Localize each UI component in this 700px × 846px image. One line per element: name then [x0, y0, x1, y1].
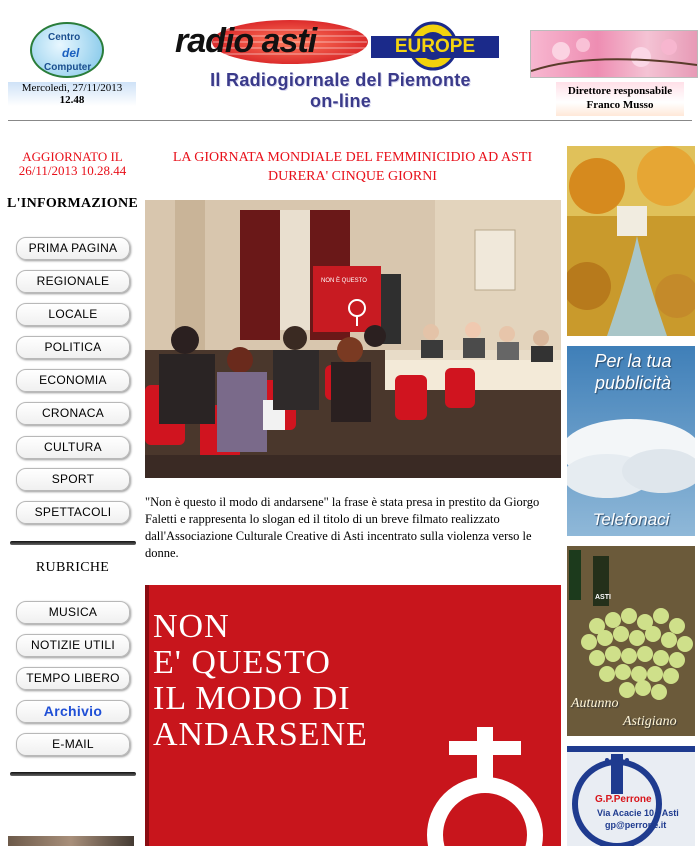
- advertising-contact-ad[interactable]: [567, 346, 695, 536]
- nav-sport[interactable]: SPORT: [16, 468, 130, 491]
- nav-spettacoli[interactable]: SPETTACOLI: [16, 501, 130, 524]
- header-divider: [8, 120, 692, 121]
- poster-line4: ANDARSENE: [153, 716, 368, 753]
- updated-label: AGGIORNATO IL: [22, 149, 123, 164]
- poster-text: [153, 609, 368, 753]
- headline-line2: DURERA' CINQUE GIORNI: [268, 169, 437, 184]
- nav-tempo-libero[interactable]: TEMPO LIBERO: [16, 667, 130, 690]
- nav-musica[interactable]: MUSICA: [16, 601, 130, 624]
- conference-photo: [145, 200, 561, 478]
- ad3-line1: Autunno: [571, 696, 619, 711]
- ad2-text: [573, 350, 693, 394]
- ad2-line3: Telefonaci: [592, 510, 670, 529]
- campaign-poster-photo: [145, 585, 561, 846]
- logo-text-centro: Centro: [48, 32, 81, 43]
- ad4-email: gp@perrone.it: [605, 820, 667, 830]
- current-time: 12.48: [59, 94, 85, 106]
- rubriche-heading: RUBRICHE: [35, 560, 110, 575]
- ad3-bottle-label: ASTI: [595, 594, 611, 601]
- current-date: Mercoledì, 27/11/2013: [21, 82, 123, 94]
- radio-asti-wordmark: radio asti: [175, 22, 317, 60]
- nav-archivio[interactable]: Archivio: [16, 700, 130, 723]
- logo-text-computer: Computer: [44, 62, 92, 73]
- centro-del-computer-logo[interactable]: [30, 22, 104, 78]
- nav-regionale[interactable]: REGIONALE: [16, 270, 130, 293]
- nav-politica[interactable]: POLITICA: [16, 336, 130, 359]
- autumn-painting-ad[interactable]: [567, 146, 695, 336]
- autunno-astigiano-ad[interactable]: [567, 546, 695, 736]
- sidebar-divider: [10, 541, 136, 545]
- site-tagline: [178, 70, 503, 112]
- sidebar-thumbnail-image[interactable]: [8, 836, 134, 846]
- europe-wordmark: EUROPE: [371, 36, 499, 58]
- nav-notizie-utili[interactable]: NOTIZIE UTILI: [16, 634, 130, 657]
- radio-asti-europe-logo[interactable]: [175, 18, 505, 72]
- updated-date: 26/11/2013 10.28.44: [18, 163, 127, 178]
- screen-title-text: NON È QUESTO: [321, 278, 367, 284]
- gp-perrone-ad[interactable]: [567, 746, 695, 846]
- logo-text-del: del: [62, 46, 80, 60]
- nav-cultura[interactable]: CULTURA: [16, 436, 130, 459]
- autumn-painting-graphic: [567, 146, 695, 336]
- blossom-icon: [531, 31, 697, 77]
- nav-prima-pagina[interactable]: PRIMA PAGINA: [16, 237, 130, 260]
- ad4-address: Via Acacie 10 - Asti: [597, 808, 679, 818]
- nav-locale[interactable]: LOCALE: [16, 303, 130, 326]
- nav-economia[interactable]: ECONOMIA: [16, 369, 130, 392]
- director-box: [556, 82, 684, 116]
- poster-line2: E' QUESTO: [153, 644, 331, 681]
- sidebar-divider-2: [10, 772, 136, 776]
- informazione-heading: L'INFORMAZIONE: [7, 196, 138, 211]
- article-body: "Non è questo il modo di andarsene" la frase è stata presa in prestito da Giorgo Faletti e rappresenta lo slogan ed il titolo di un breve filmato realizzato dall'Associazione Culturale Creative di Asti incentrato sulla violenza verso le donne.: [145, 495, 540, 560]
- nav-cronaca[interactable]: CRONACA: [16, 402, 130, 425]
- conference-photo-graphic: [145, 200, 561, 478]
- flowers-banner-image: [530, 30, 698, 78]
- ad2-line2: pubblicità: [594, 373, 672, 393]
- nav-e-mail[interactable]: E-MAIL: [16, 733, 130, 756]
- poster-line3: IL MODO DI: [153, 680, 351, 717]
- tagline-line2: on-line: [309, 91, 372, 111]
- headline-line1: LA GIORNATA MONDIALE DEL FEMMINICIDIO AD ASTI: [172, 150, 533, 165]
- tagline-line1: Il Radiogiornale del Piemonte: [210, 70, 471, 90]
- last-updated: [5, 150, 140, 178]
- ad3-line2: Astigiano: [623, 714, 677, 729]
- article-headline[interactable]: [145, 148, 560, 186]
- director-name: Franco Musso: [586, 99, 654, 111]
- ad4-name: G.P.Perrone: [595, 794, 652, 805]
- poster-line1: NON: [153, 608, 230, 645]
- ad2-line1: Per la tua: [594, 351, 672, 371]
- date-box: [8, 82, 136, 106]
- director-label: Direttore responsabile: [567, 85, 673, 97]
